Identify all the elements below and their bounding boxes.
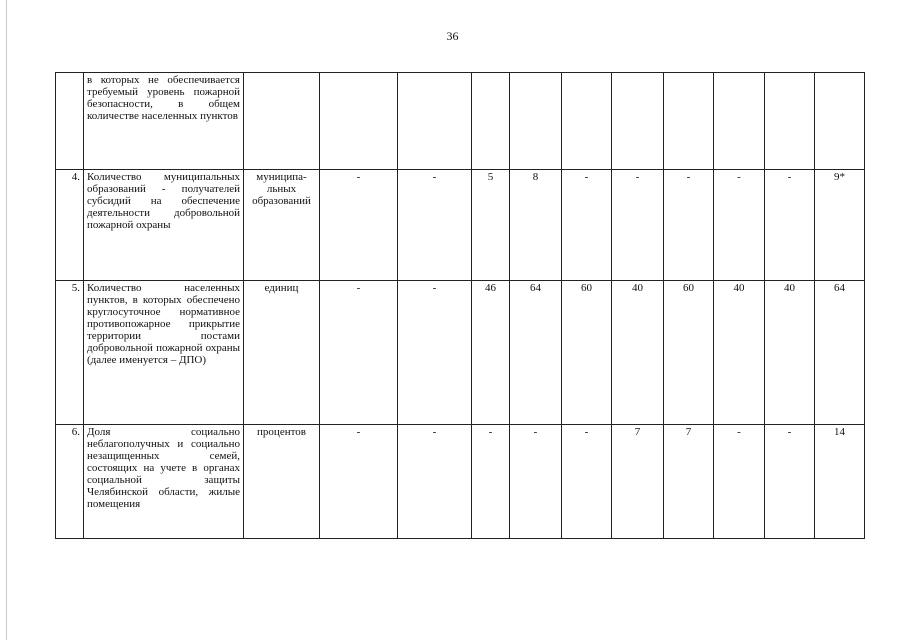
value-cell: 5 <box>472 170 510 281</box>
value-cell: 9* <box>815 170 865 281</box>
value-cell <box>815 73 865 170</box>
value-cell: - <box>562 425 612 539</box>
value-cell <box>714 73 765 170</box>
value-cell: - <box>398 281 472 425</box>
value-cell: - <box>472 425 510 539</box>
value-cell: 46 <box>472 281 510 425</box>
value-cell: - <box>714 170 765 281</box>
scan-edge-line <box>6 0 7 640</box>
indicator-description: в которых не обеспечивается требуемый уровень пожарной безопасности, в общем количестве населенных пунктов <box>84 73 244 170</box>
row-number <box>56 73 84 170</box>
table-row <box>56 170 865 281</box>
page-number: 36 <box>446 29 459 43</box>
value-cell: - <box>510 425 562 539</box>
value-cell <box>612 73 664 170</box>
value-cell <box>398 73 472 170</box>
value-cell <box>664 73 714 170</box>
value-cell: - <box>562 170 612 281</box>
value-cell: 64 <box>815 281 865 425</box>
value-cell: 60 <box>664 281 714 425</box>
value-cell: 40 <box>765 281 815 425</box>
value-cell: - <box>320 170 398 281</box>
value-cell: - <box>398 170 472 281</box>
value-cell: - <box>612 170 664 281</box>
unit-cell: муниципа-льных образований <box>244 170 320 281</box>
unit-cell <box>244 73 320 170</box>
value-cell: - <box>398 425 472 539</box>
table-row <box>56 281 865 425</box>
value-cell: 40 <box>714 281 765 425</box>
value-cell: 8 <box>510 170 562 281</box>
value-cell <box>765 73 815 170</box>
value-cell: 60 <box>562 281 612 425</box>
indicator-description: Доля социально неблагополучных и социально незащищенных семей, состоящих на учете в органах социальной защиты Челябинской области, жилые помещения <box>84 425 244 539</box>
value-cell: - <box>765 170 815 281</box>
unit-cell: процентов <box>244 425 320 539</box>
value-cell: 7 <box>664 425 714 539</box>
value-cell: - <box>714 425 765 539</box>
value-cell: - <box>320 281 398 425</box>
value-cell: 64 <box>510 281 562 425</box>
indicator-description: Количество населенных пунктов, в которых обеспечено круглосуточное нормативное противопожарное прикрытие территории постами добровольной пожарной охраны (далее именуется – ДПО) <box>84 281 244 425</box>
value-cell: 7 <box>612 425 664 539</box>
row-number: 4. <box>56 170 84 281</box>
value-cell: - <box>320 425 398 539</box>
indicator-description: Количество муниципальных образований - получателей субсидий на обеспечение деятельности добровольной пожарной охраны <box>84 170 244 281</box>
value-cell <box>510 73 562 170</box>
value-cell: 14 <box>815 425 865 539</box>
value-cell: - <box>765 425 815 539</box>
indicators-table <box>55 72 865 539</box>
value-cell <box>320 73 398 170</box>
value-cell: - <box>664 170 714 281</box>
row-number: 6. <box>56 425 84 539</box>
table-row <box>56 425 865 539</box>
unit-cell: единиц <box>244 281 320 425</box>
value-cell <box>562 73 612 170</box>
table-row <box>56 73 865 170</box>
row-number: 5. <box>56 281 84 425</box>
value-cell <box>472 73 510 170</box>
value-cell: 40 <box>612 281 664 425</box>
